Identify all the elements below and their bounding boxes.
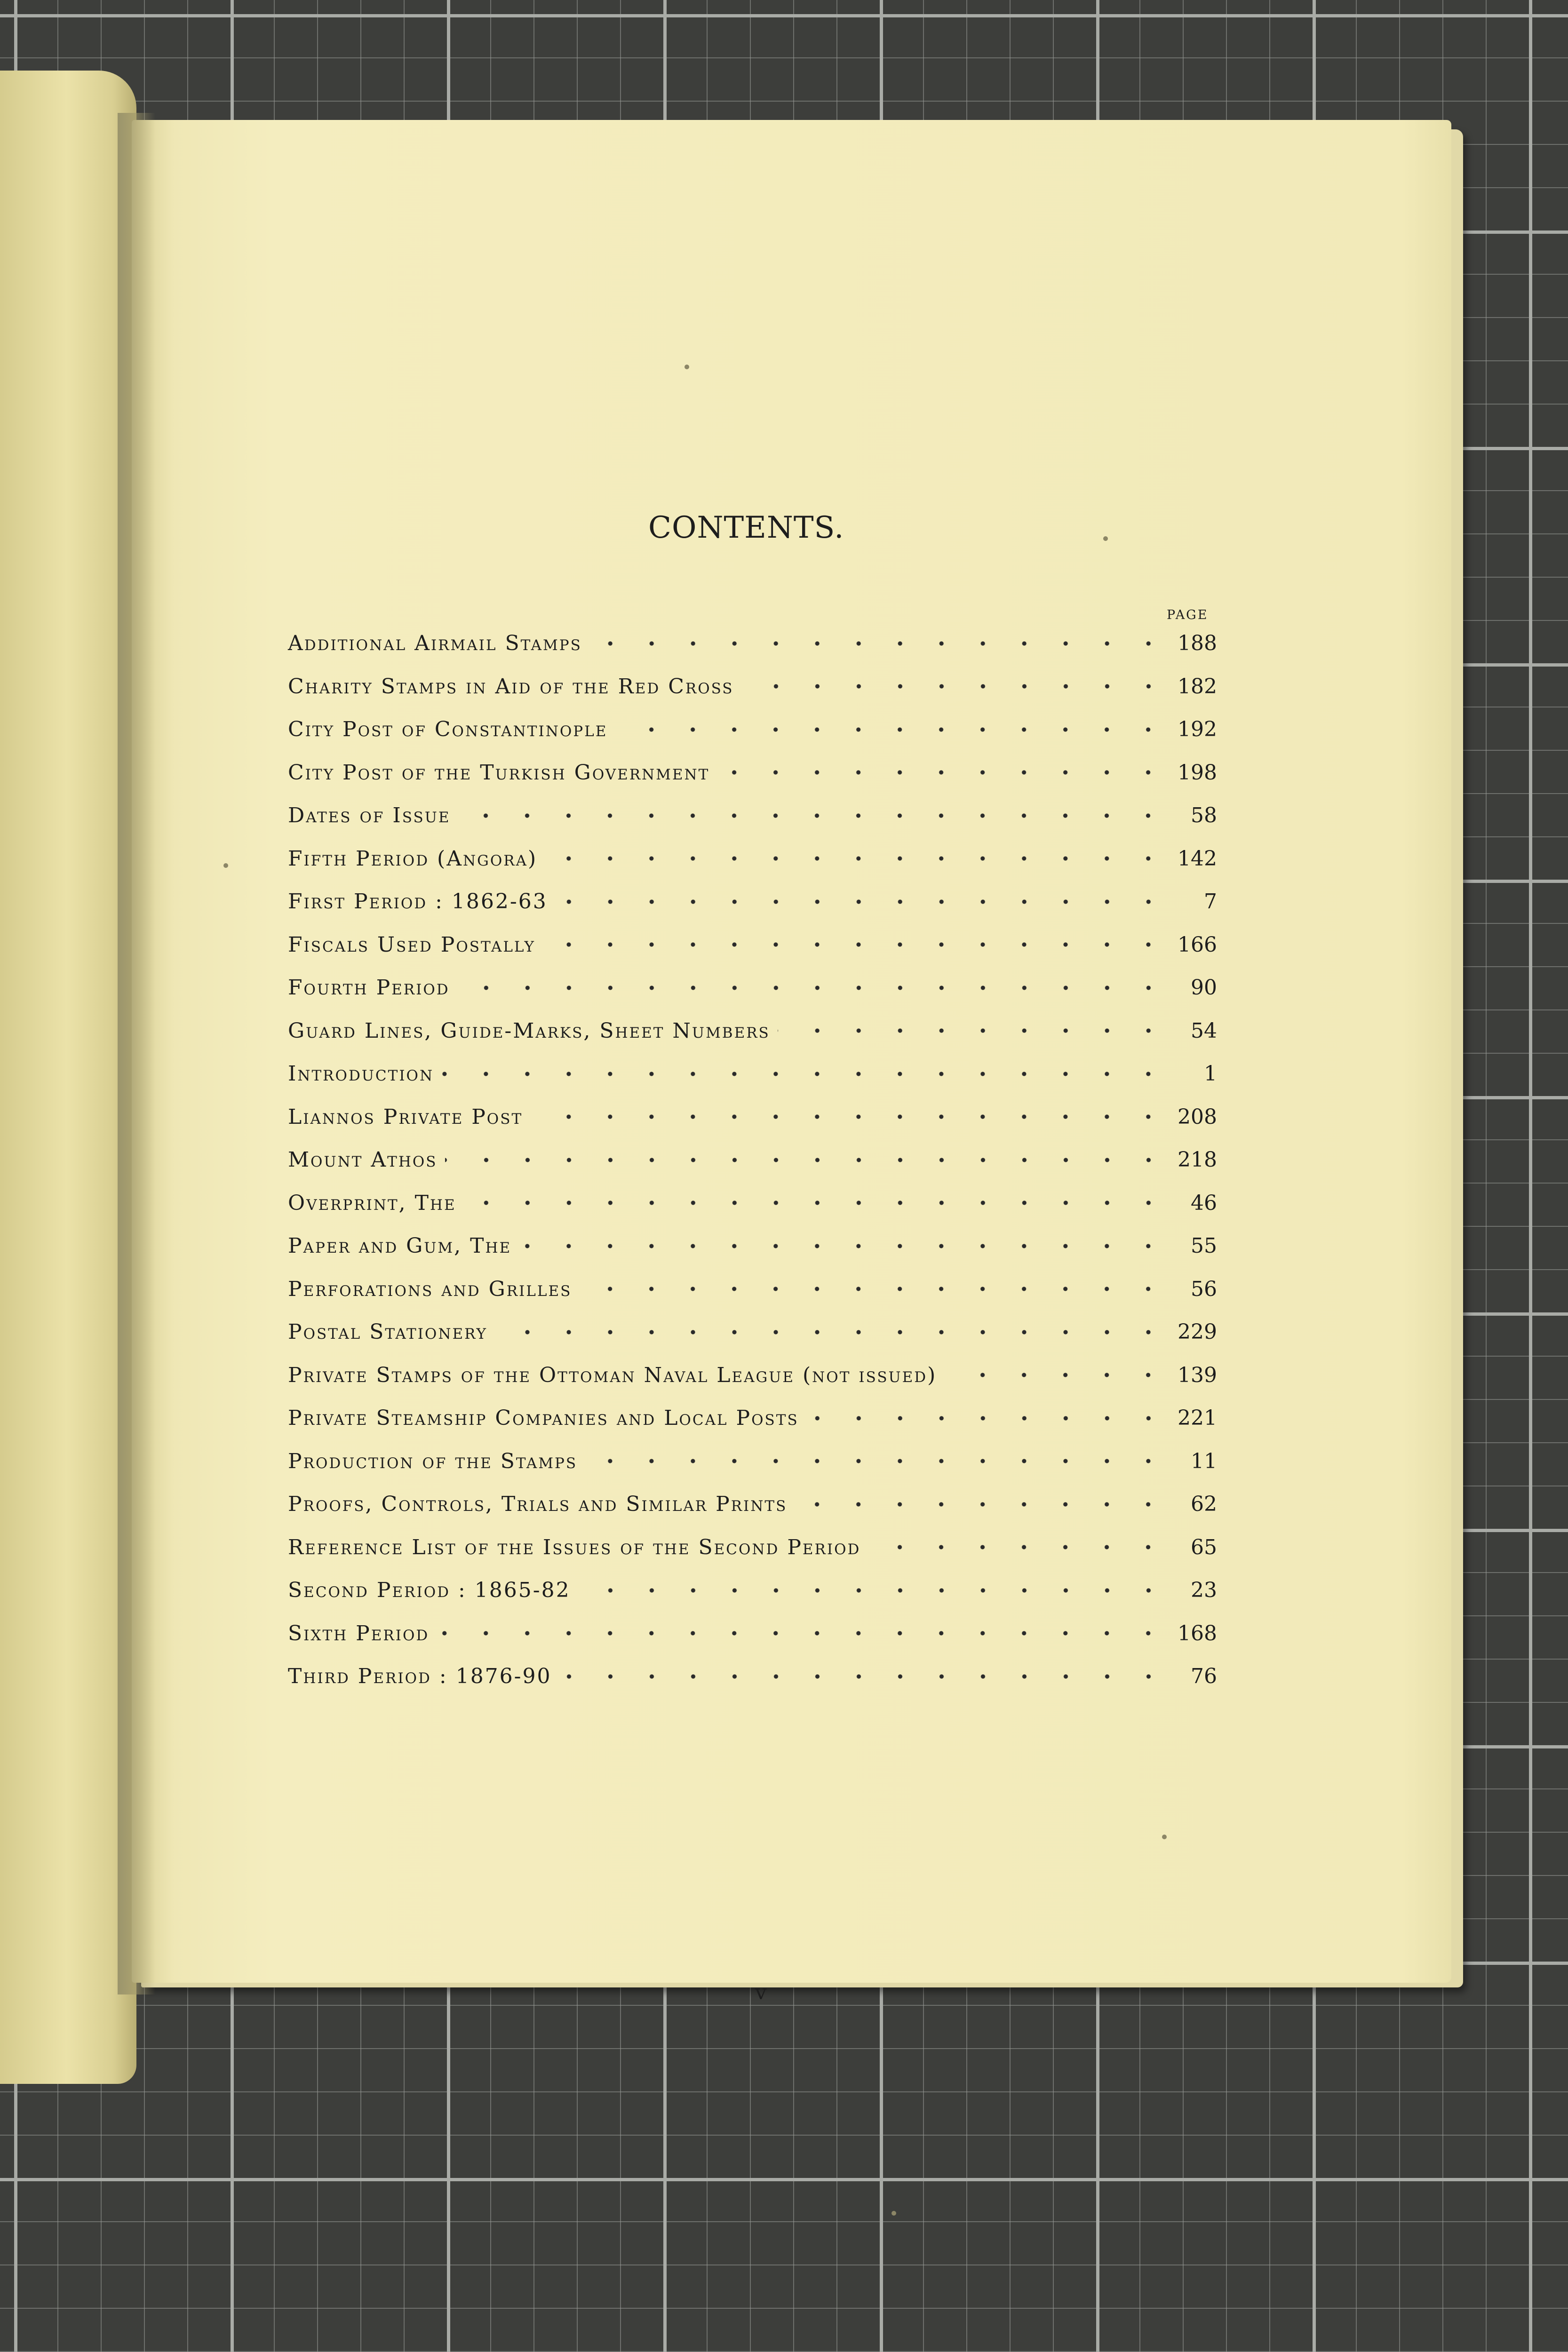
toc-entry (288, 1612, 1217, 1655)
toc-entry (288, 665, 1217, 708)
toc-entry (288, 1138, 1217, 1182)
toc-entry (288, 1483, 1217, 1526)
dot-leader (530, 1107, 1169, 1126)
toc-entry (288, 1526, 1217, 1569)
toc-entry-page: 168 (1178, 1621, 1217, 1645)
toc-entry-title: Postal Stationery (288, 1320, 487, 1344)
dot-leader (545, 849, 1169, 868)
toc-entry-page: 221 (1178, 1406, 1217, 1430)
toc-entry-page: 229 (1178, 1320, 1217, 1344)
toc-entry-title: Perforations and Grilles (288, 1277, 572, 1301)
toc-entry (288, 1397, 1217, 1440)
toc-entry (288, 1182, 1217, 1225)
paper-speck (685, 365, 689, 369)
toc-entry-title: Private Steamship Companies and Local Posts (288, 1406, 799, 1430)
spine-shadow (118, 113, 155, 1994)
toc-entry-page: 139 (1178, 1363, 1217, 1387)
toc-entry-title: City Post of Constantinople (288, 717, 608, 742)
toc-entry-page: 7 (1204, 890, 1217, 914)
toc-entry-page: 208 (1178, 1104, 1217, 1129)
dot-leader (868, 1538, 1169, 1557)
toc-entry (288, 622, 1217, 665)
toc-entry (288, 1440, 1217, 1483)
toc-entry-title: Dates of Issue (288, 803, 451, 828)
toc-entry (288, 923, 1217, 967)
paper-speck (223, 863, 228, 868)
toc-entry-page: 188 (1178, 631, 1217, 656)
toc-entry (288, 751, 1217, 795)
dot-leader (806, 1409, 1169, 1428)
toc-entry-page: 76 (1191, 1664, 1217, 1689)
toc-entry-title: Liannos Private Post (288, 1104, 523, 1129)
toc-entry-page: 55 (1191, 1234, 1217, 1258)
toc-entry (288, 1569, 1217, 1612)
dot-leader (615, 720, 1169, 739)
dot-leader (457, 978, 1169, 997)
page-title: CONTENTS. (648, 510, 844, 545)
toc-entry-title: Sixth Period (288, 1621, 430, 1645)
toc-entry (288, 794, 1217, 837)
left-page-edge (0, 71, 136, 2084)
toc-entry-title: Third Period : 1876-90 (288, 1664, 552, 1689)
toc-entry (288, 708, 1217, 751)
toc-entry (288, 880, 1217, 923)
toc-entry (288, 837, 1217, 881)
toc-entry-title: Fifth Period (Angora) (288, 846, 538, 871)
dot-leader (578, 1581, 1169, 1600)
toc-entry-page: 54 (1191, 1018, 1217, 1043)
toc-entry-title: Introduction (288, 1062, 434, 1086)
paper-speck (1103, 536, 1108, 541)
toc-entry-title: Second Period : 1865-82 (288, 1578, 571, 1603)
toc-entry-title: Fourth Period (288, 976, 450, 1000)
dot-leader (441, 1065, 1169, 1083)
toc-entry-title: Mount Athos (288, 1148, 438, 1172)
toc-entry-page: 192 (1178, 717, 1217, 742)
paper-speck (891, 2211, 896, 2216)
toc-entry-page: 90 (1191, 976, 1217, 1000)
toc-entry-page: 46 (1191, 1191, 1217, 1215)
toc-entry-title: Private Stamps of the Ottoman Naval League (not issued) (288, 1363, 937, 1387)
toc-entry-page: 62 (1191, 1492, 1217, 1517)
toc-entry-title: Production of the Stamps (288, 1449, 578, 1473)
dot-leader (579, 1279, 1169, 1298)
toc-entry-page: 58 (1191, 803, 1217, 828)
page-folio: v (755, 1980, 767, 2004)
toc-entry (288, 1052, 1217, 1096)
toc-entry-title: Paper and Gum, The (288, 1234, 512, 1258)
dot-leader (543, 935, 1169, 954)
dot-leader (464, 1193, 1169, 1212)
toc-entry (288, 1096, 1217, 1139)
dot-leader (519, 1237, 1169, 1255)
toc-entry-page: 218 (1178, 1148, 1217, 1172)
toc-entry-page: 1 (1204, 1062, 1217, 1086)
paper-speck (1162, 1835, 1167, 1839)
toc-entry-page: 11 (1191, 1449, 1217, 1473)
toc-entry-page: 56 (1191, 1277, 1217, 1301)
toc-entry (288, 1354, 1217, 1397)
dot-leader (741, 677, 1169, 696)
toc-entry-page: 166 (1178, 932, 1217, 957)
dot-leader (495, 1323, 1169, 1342)
toc-entry (288, 1655, 1217, 1698)
toc-entry-page: 142 (1178, 846, 1217, 871)
toc-entry (288, 1009, 1217, 1053)
dot-leader (445, 1151, 1169, 1169)
toc-entry-title: Proofs, Controls, Trials and Similar Prints (288, 1492, 788, 1517)
dot-leader (778, 1021, 1169, 1040)
page-column-label: PAGE (1167, 608, 1209, 622)
dot-leader (589, 634, 1169, 653)
toc-entry (288, 966, 1217, 1009)
toc-entry-title: City Post of the Turkish Government (288, 760, 710, 785)
toc-entry-title: Reference List of the Issues of the Second Period (288, 1535, 861, 1559)
dot-leader (717, 763, 1169, 782)
dot-leader (585, 1452, 1169, 1470)
dot-leader (795, 1495, 1169, 1514)
toc-entry-page: 23 (1191, 1578, 1217, 1603)
dot-leader (555, 892, 1169, 911)
toc-entry-page: 65 (1191, 1535, 1217, 1559)
dot-leader (559, 1667, 1169, 1686)
toc-entry-title: Guard Lines, Guide-Marks, Sheet Numbers (288, 1018, 770, 1043)
dot-leader (458, 806, 1169, 825)
table-of-contents (288, 622, 1217, 1698)
toc-entry-page: 182 (1178, 674, 1217, 699)
toc-entry (288, 1311, 1217, 1354)
toc-entry (288, 1224, 1217, 1268)
toc-entry-title: Overprint, The (288, 1191, 456, 1215)
toc-entry-page: 198 (1178, 760, 1217, 785)
toc-entry-title: Charity Stamps in Aid of the Red Cross (288, 674, 734, 699)
toc-entry-title: Additional Airmail Stamps (288, 631, 582, 656)
dot-leader (944, 1366, 1169, 1384)
toc-entry (288, 1268, 1217, 1311)
dot-leader (437, 1624, 1169, 1643)
toc-entry-title: First Period : 1862-63 (288, 890, 548, 914)
toc-entry-title: Fiscals Used Postally (288, 932, 535, 957)
